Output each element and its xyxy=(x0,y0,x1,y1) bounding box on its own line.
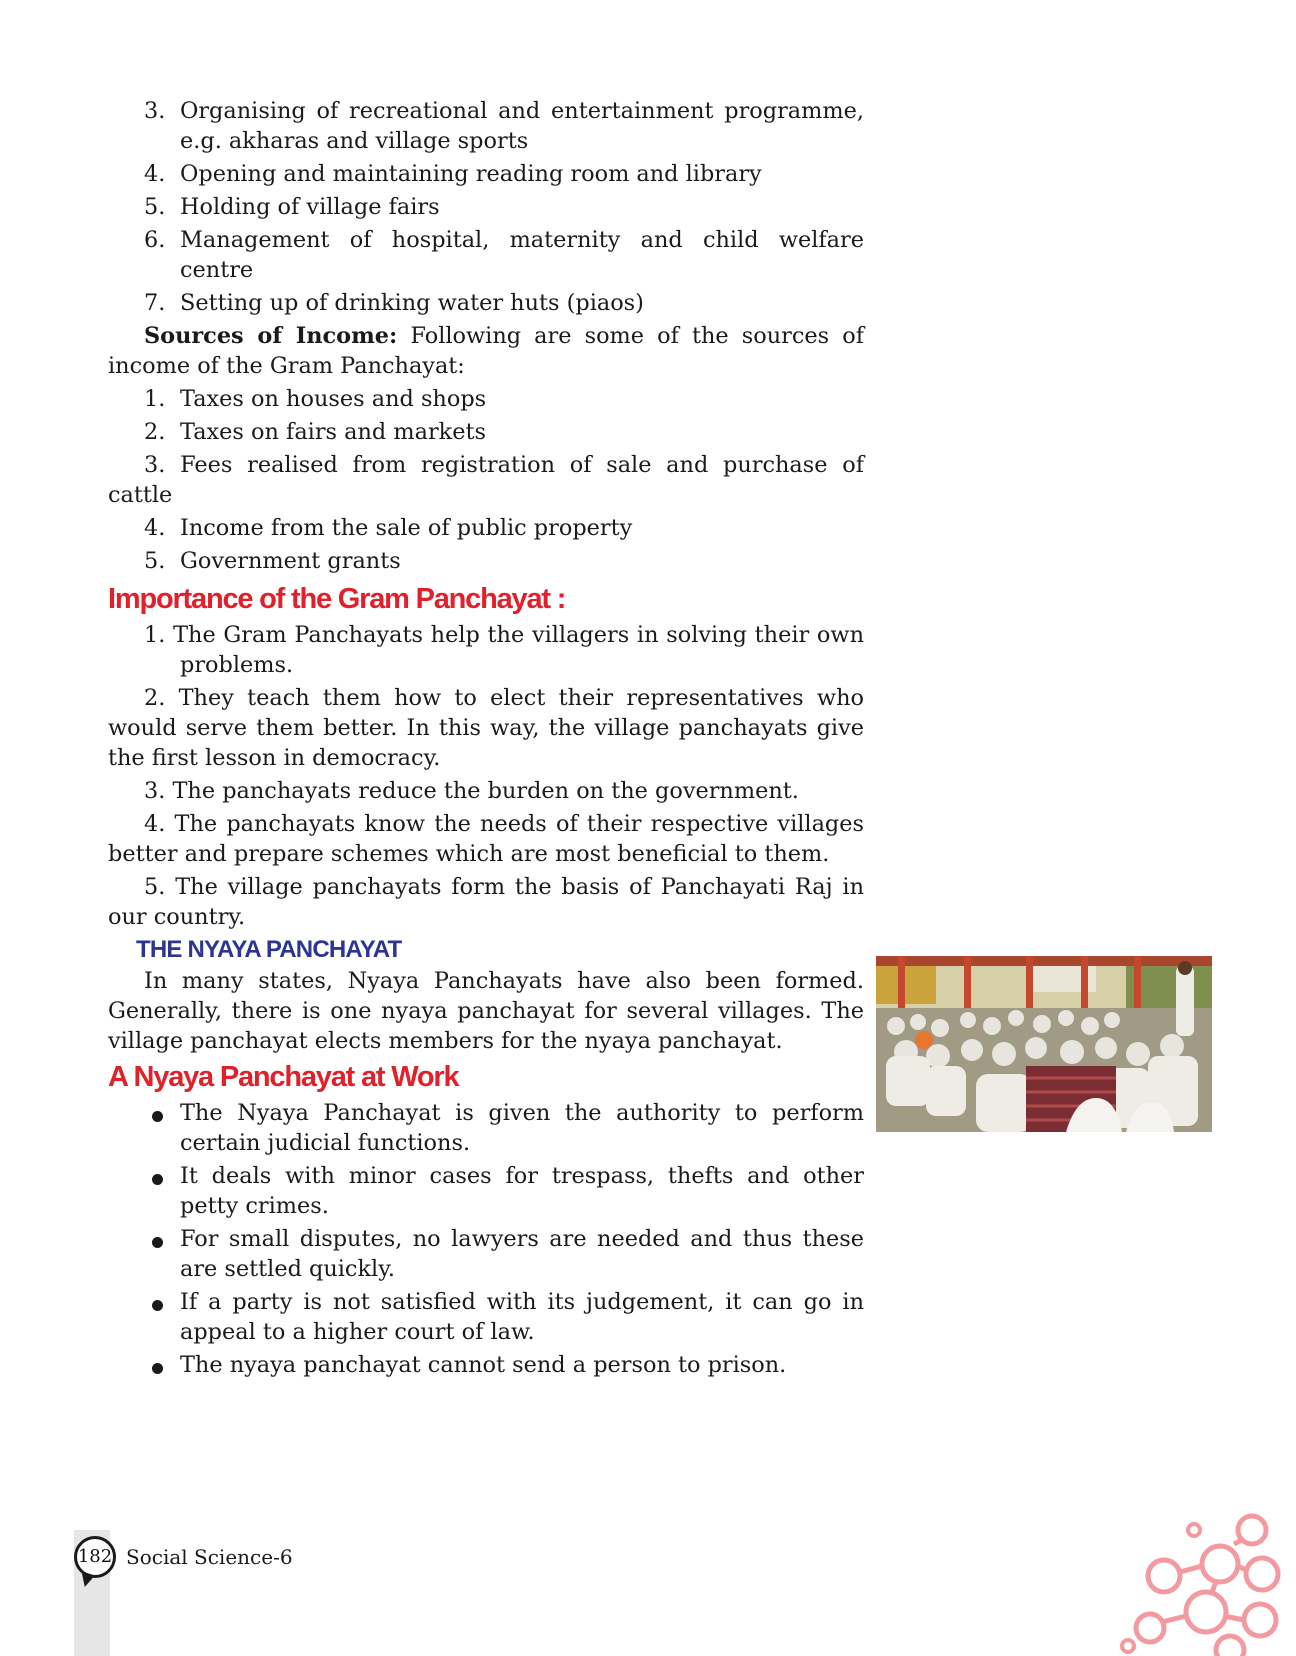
list-number: 3. xyxy=(144,452,166,478)
list-text: The Nyaya Panchayat is given the authority to perform certain judicial functions. xyxy=(180,1100,864,1156)
list-item xyxy=(108,96,864,156)
list-item xyxy=(108,225,864,285)
list-item xyxy=(108,1098,864,1158)
decorative-bubbles-icon xyxy=(1120,1500,1296,1656)
list-item xyxy=(108,417,864,447)
list-text: For small disputes, no lawyers are needed and thus these are settled quickly. xyxy=(180,1226,864,1282)
list-number: 4. xyxy=(144,161,166,187)
sources-label: Sources of Income: xyxy=(144,323,398,349)
list-item: 4. The panchayats know the needs of their respective villages better and prepare schemes which are most beneficial to them. xyxy=(108,811,864,867)
main-column xyxy=(108,96,864,1380)
bullet-icon xyxy=(152,1300,163,1311)
list-item xyxy=(108,450,864,510)
list-text: 1. The Gram Panchayats help the villagers in solving their own problems. xyxy=(144,622,864,678)
list-number: 7. xyxy=(144,290,166,316)
bullet-icon xyxy=(152,1111,163,1122)
list-item xyxy=(108,546,864,576)
bullet-icon xyxy=(152,1237,163,1248)
list-item xyxy=(108,1287,864,1347)
list-item xyxy=(108,159,864,189)
list-text: Taxes on houses and shops xyxy=(180,386,487,412)
list-number: 5. xyxy=(144,194,166,220)
bullet-icon xyxy=(152,1174,163,1185)
list-text: Opening and maintaining reading room and library xyxy=(180,161,762,187)
list-item xyxy=(108,288,864,318)
list-text: The nyaya panchayat cannot send a person to prison. xyxy=(180,1352,787,1378)
bullet-icon xyxy=(152,1363,163,1374)
nyaya-heading: THE NYAYA PANCHAYAT xyxy=(136,936,402,963)
list-item xyxy=(108,1224,864,1284)
book-title: Social Science-6 xyxy=(126,1545,293,1569)
importance-heading: Importance of the Gram Panchayat : xyxy=(108,583,566,615)
list-item xyxy=(108,384,864,414)
sources-intro: Following are some of the sources of income of the Gram Panchayat: xyxy=(108,323,864,379)
list-item xyxy=(108,1350,864,1380)
nyaya-paragraph: In many states, Nyaya Panchayats have also been formed. Generally, there is one nyaya panchayat for several villages. The village panchayat elects members for the nyaya panchayat. xyxy=(108,968,864,1054)
list-text: Setting up of drinking water huts (piaos) xyxy=(180,290,644,316)
list-number: 5. xyxy=(144,548,166,574)
list-number: 6. xyxy=(144,227,166,253)
list-item xyxy=(108,620,864,680)
page-number: 182 xyxy=(74,1536,116,1578)
list-text: Holding of village fairs xyxy=(180,194,440,220)
panchayat-meeting-photo xyxy=(876,956,1212,1132)
list-text: Government grants xyxy=(180,548,401,574)
list-item xyxy=(108,513,864,543)
sources-paragraph xyxy=(108,321,864,381)
list-item: 2. They teach them how to elect their representatives who would serve them better. In this way, the village panchayats give the first lesson in democracy. xyxy=(108,685,864,771)
meeting-scene-illustration xyxy=(876,956,1212,1132)
list-number: 3. xyxy=(144,98,166,124)
at-work-heading: A Nyaya Panchayat at Work xyxy=(108,1061,459,1093)
list-item: 3. The panchayats reduce the burden on the government. xyxy=(144,778,799,804)
list-text: If a party is not satisfied with its judgement, it can go in appeal to a higher court of law. xyxy=(180,1289,864,1345)
list-text: Income from the sale of public property xyxy=(180,515,633,541)
list-text: Fees realised from registration of sale and purchase of cattle xyxy=(108,452,864,508)
list-number: 4. xyxy=(144,515,166,541)
list-text: Taxes on fairs and markets xyxy=(180,419,486,445)
list-item: 5. The village panchayats form the basis of Panchayati Raj in our country. xyxy=(108,874,864,930)
list-text: Organising of recreational and entertainment programme, e.g. akharas and village sports xyxy=(180,98,864,154)
list-item xyxy=(108,192,864,222)
list-item xyxy=(108,1161,864,1221)
list-number: 2. xyxy=(144,419,166,445)
list-text: Management of hospital, maternity and child welfare centre xyxy=(180,227,864,283)
list-text: It deals with minor cases for trespass, thefts and other petty crimes. xyxy=(180,1163,864,1219)
list-number: 1. xyxy=(144,386,166,412)
